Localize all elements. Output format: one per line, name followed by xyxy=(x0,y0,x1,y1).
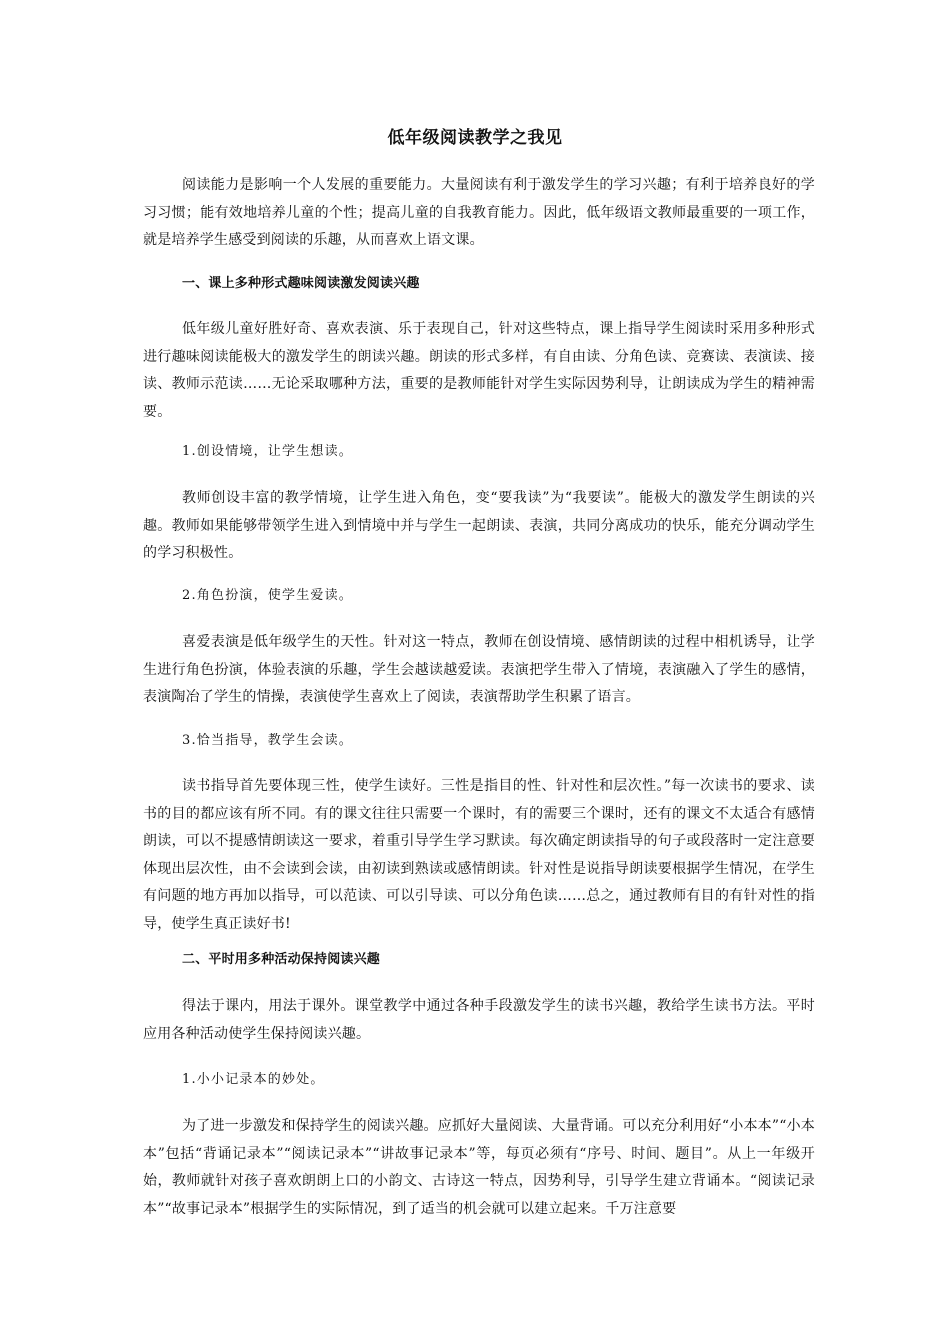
section-2-paragraph: 得法于课内，用法于课外。课堂教学中通过各种手段激发学生的读书兴趣，教给学生读书方法。平时应用各种活动使学生保持阅读兴趣。 xyxy=(143,998,815,1042)
subsection-2-1-heading: 1.小小记录本的妙处。 xyxy=(182,1072,325,1087)
subsection-2-1-paragraph: 为了进一步激发和保持学生的阅读兴趣。应抓好大量阅读、大量背诵。可以充分利用好“小本本”“小本本”包括“背诵记录本”“阅读记录本”“讲故事记录本”等，每页必须有“序号、时间、题目”。从上一年级开始，教师就针对孩子喜欢朗朗上口的小韵文、古诗这一特点，因势利导，引导学生建立背诵本。“阅读记录本”“故事记录本”根据学生的实际情况，到了适当的机会就可以建立起来。千万注意要 xyxy=(143,1118,815,1217)
section-2-heading: 二、平时用多种活动保持阅读兴趣 xyxy=(182,952,381,967)
section-1-paragraph: 低年级儿童好胜好奇、喜欢表演、乐于表现自己，针对这些特点，课上指导学生阅读时采用多种形式进行趣味阅读能极大的激发学生的朗读兴趣。朗读的形式多样，有自由读、分角色读、竞赛读、表演读、接读、教师示范读……无论采取哪种方法，重要的是教师能针对学生实际因势利导，让朗读成为学生的精神需要。 xyxy=(143,321,815,420)
subsection-1-2-heading: 2.角色扮演，使学生爱读。 xyxy=(182,588,354,603)
section-1-heading: 一、课上多种形式趣味阅读激发阅读兴趣 xyxy=(182,276,420,291)
document-title: 低年级阅读教学之我见 xyxy=(387,128,563,148)
subsection-1-2-paragraph: 喜爱表演是低年级学生的天性。针对这一特点，教师在创设情境、感情朗读的过程中相机诱导，让学生进行角色扮演，体验表演的乐趣，学生会越读越爱读。表演把学生带入了情境，表演融入了学生的感情，表演陶冶了学生的情操，表演使学生喜欢上了阅读，表演帮助学生积累了语言。 xyxy=(143,634,815,705)
intro-paragraph: 阅读能力是影响一个人发展的重要能力。大量阅读有利于激发学生的学习兴趣；有利于培养良好的学习习惯；能有效地培养儿童的个性；提高儿童的自我教育能力。因此，低年级语文教师最重要的一项工作，就是培养学生感受到阅读的乐趣，从而喜欢上语文课。 xyxy=(143,177,815,248)
subsection-1-3-paragraph: 读书指导首先要体现三性，使学生读好。三性是指目的性、针对性和层次性。”每一次读书的要求、读书的目的都应该有所不同。有的课文往往只需要一个课时，有的需要三个课时，还有的课文不太适合有感情朗读，可以不提感情朗读这一要求，着重引导学生学习默读。每次确定朗读指导的句子或段落时一定注意要体现出层次性，由不会读到会读，由初读到熟读或感情朗读。针对性是说指导朗读要根据学生情况，在学生有问题的地方再加以指导，可以范读、可以引导读、可以分角色读……总之，通过教师有目的有针对性的指导，使学生真正读好书! xyxy=(143,778,815,932)
subsection-1-1-heading: 1.创设情境，让学生想读。 xyxy=(182,444,354,459)
subsection-1-1-paragraph: 教师创设丰富的教学情境，让学生进入角色，变“要我读”为“我要读”。能极大的激发学生朗读的兴趣。教师如果能够带领学生进入到情境中并与学生一起朗读、表演，共同分离成功的快乐，能充分调动学生的学习积极性。 xyxy=(143,490,815,561)
subsection-1-3-heading: 3.恰当指导，教学生会读。 xyxy=(182,733,354,748)
